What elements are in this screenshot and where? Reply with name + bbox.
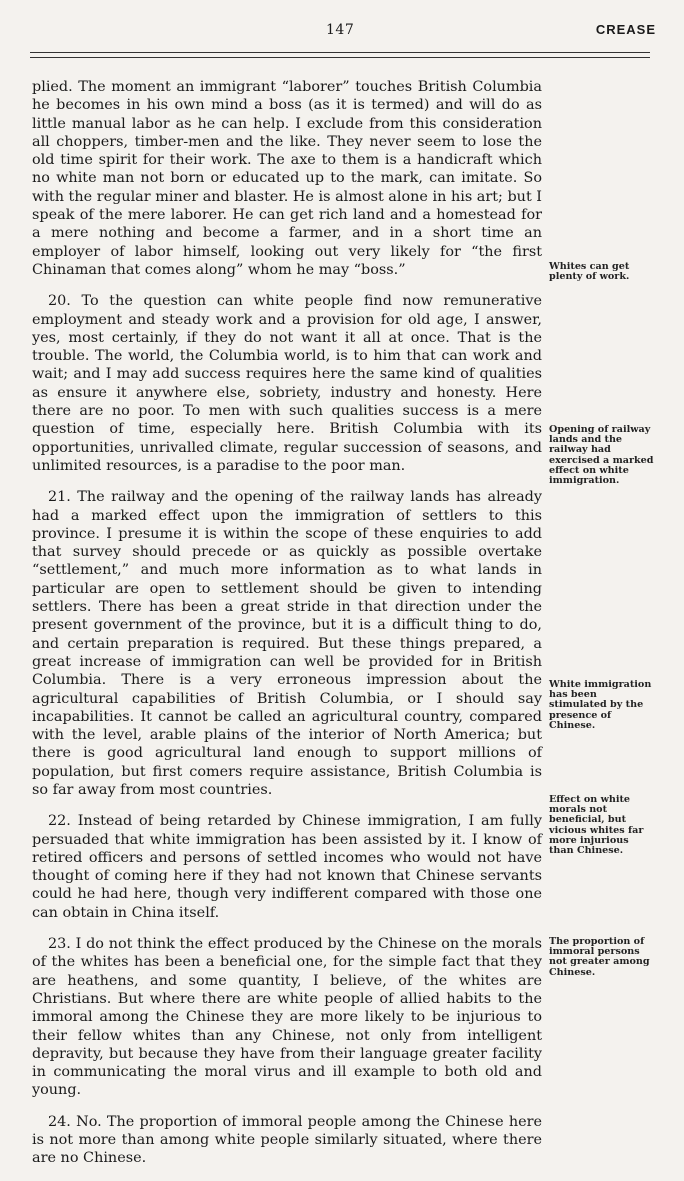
header-rule-secondary	[30, 57, 650, 58]
margin-note-22: White immigration has been stimulated by the presence of Chinese.	[549, 679, 652, 731]
margin-note-23: Effect on white morals not beneficial, but vicious whites far more injurious than Chinese.	[549, 794, 644, 857]
page-header	[0, 20, 684, 44]
paragraph-20: 20. To the question can white people find now remunerative employment and steady work and a provision for old age, I answer, yes, most certainly, if they do not want it all at once. That is the trouble. The world, the Columbia world, is to him that can work and wait; and I may add success requires here the same kind of qualities as ensure it anywhere else, sobriety, industry and honesty. Here there are no poor. To men with such qualities success is a mere question of time, especially here. British Columbia with its opportunities, unrivalled climate, regular succession of seasons, and unlimited resources, is a paradise to the poor man.	[32, 293, 542, 474]
paragraph-21: 21. The railway and the opening of the railway lands has already had a marked effect upon the immigration of settlers to this province. I presume it is within the scope of these enquiries to add that survey should precede or as quickly as possible overtake “settlement,” and much more information as to what lands in particular are open to settlement should be given to intending settlers. There has been a great stride in that direction under the present government of the province, but it is a difficult thing to do, and certain preparation is required. But these things prepared, a great increase of immigration can well be provided for in British Columbia. There is a very erroneous impression about the agricultural capabilities of British Columbia, or I should say incapabilities. It cannot be called an agricultural country, compared with the level, arable plains of the interior of North America; but there is good agricultural land enough to support millions of population, but first comers require assistance, British Columbia is so far away from most countries.	[32, 489, 542, 798]
paragraph-24: 24. No. The proportion of immoral people among the Chinese here is not more than among white people similarly situated, where there are no Chinese.	[32, 1113, 542, 1167]
paragraph-continuation: plied. The moment an immigrant “laborer” touches British Columbia he becomes in his own mind a boss (as it is termed) and will do as little manual labor as he can help. I exclude from this consideration all choppers, timber-men and the like. They never seem to lose the old time spirit for their work. The axe to them is a handicraft which no white man not born or educated up to the mark, can imitate. So with the regular miner and blaster. He is almost alone in his art; but I speak of the mere laborer. He can get rich land and a homestead for a mere nothing and become a farmer, and in a short time an employer of labor himself, looking out very likely for “the first Chinaman that comes along” whom he may “boss.”	[32, 79, 542, 278]
paragraph-22: 22. Instead of being retarded by Chinese immigration, I am fully persuaded that white immigration has been assisted by it. I know of retired officers and persons of settled incomes who would not have thought of coming here if they had not known that Chinese servants could he had here, though very indifferent compared with those one can obtain in China itself.	[32, 813, 542, 921]
page-number: 147	[326, 22, 355, 38]
body-text	[32, 78, 542, 1181]
margin-note-21: Opening of railway lands and the railway had exercised a marked effect on white immigration.	[549, 424, 654, 487]
margin-note-24: The proportion of immoral persons not greater among Chinese.	[549, 936, 650, 978]
header-rule	[30, 52, 650, 53]
margin-note-20: Whites can get plenty of work.	[549, 261, 630, 283]
running-head: CREASE	[595, 22, 656, 37]
paragraph-23: 23. I do not think the effect produced by the Chinese on the morals of the whites has been a beneficial one, for the simple fact that they are heathens, and some quantity, I believe, of the whites are Christians. But where there are white people of allied habits to the immoral among the Chinese they are more likely to be injurious to their fellow whites than any Chinese, not only from intelligent depravity, but because they have from their language greater facility in communicating the moral virus and ill example to both old and young.	[32, 936, 542, 1099]
